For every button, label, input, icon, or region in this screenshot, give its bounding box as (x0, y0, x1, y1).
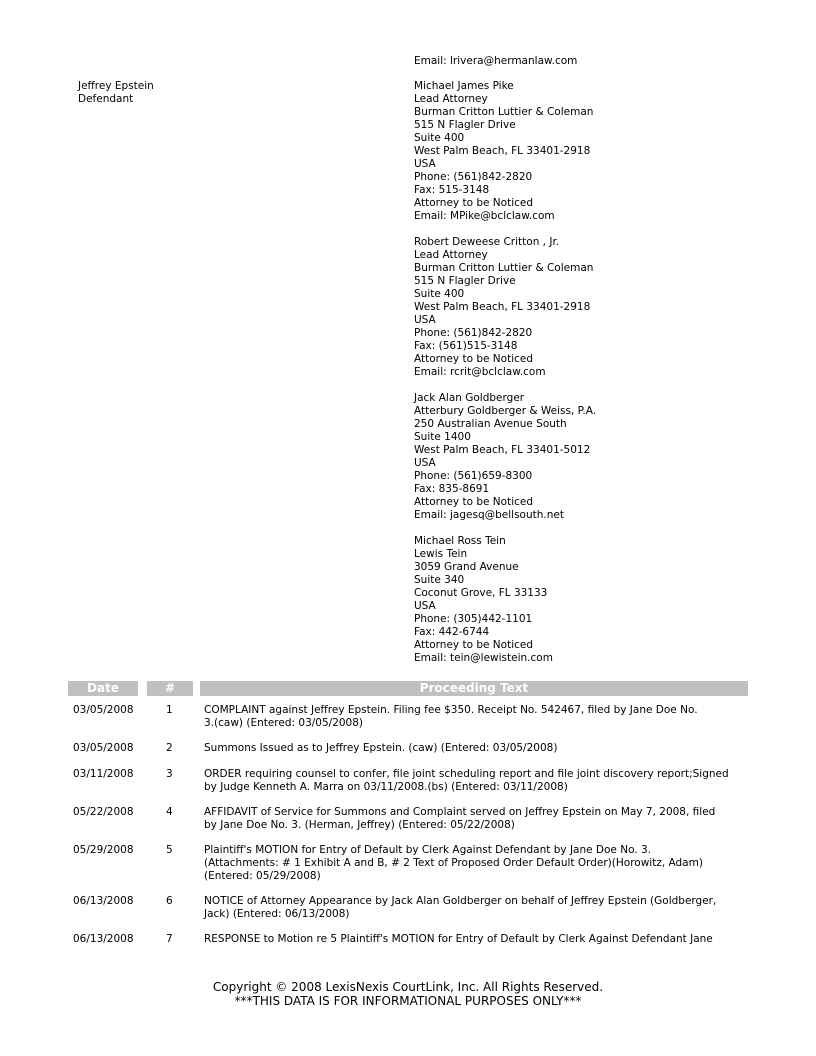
attorney-detail-line: Fax: (561)515-3148 (414, 340, 518, 352)
attorney-detail-line: Phone: (561)842-2820 (414, 327, 533, 339)
entry-proceeding-text (204, 844, 749, 883)
attorney-detail-line: USA (414, 158, 436, 170)
entry-number: 6 (166, 895, 173, 907)
entry-proceeding-text (204, 933, 749, 946)
attorney-detail-line: Jack Alan Goldberger (414, 392, 525, 404)
party-block (78, 80, 154, 106)
attorney-block (414, 535, 596, 665)
attorney-detail-line: 3059 Grand Avenue (414, 561, 519, 573)
entry-date: 06/13/2008 (73, 933, 134, 945)
entry-text-line: COMPLAINT against Jeffrey Epstein. Filing fee $350. Receipt No. 542467, filed by Jane Doe No. (204, 704, 698, 716)
attorney-detail-line: West Palm Beach, FL 33401-5012 (414, 444, 591, 456)
attorney-detail-line: 250 Australian Avenue South (414, 418, 567, 430)
attorney-detail-line: Email: tein@lewistein.com (414, 652, 553, 664)
attorney-detail-line: Suite 340 (414, 574, 465, 586)
entry-proceeding-text (204, 742, 749, 755)
header-proceeding-text: Proceeding Text (200, 681, 748, 696)
attorney-detail-line: Attorney to be Noticed (414, 353, 534, 365)
entry-text-line: (Attachments: # 1 Exhibit A and B, # 2 Text of Proposed Order Default Order)(Horowitz, Adam) (204, 857, 703, 869)
attorney-block (414, 392, 596, 522)
attorney-detail-line: Burman Critton Luttier & Coleman (414, 106, 594, 118)
entry-text-line: Plaintiff's MOTION for Entry of Default by Clerk Against Defendant by Jane Doe No. 3. (204, 844, 652, 856)
attorney-detail-line: West Palm Beach, FL 33401-2918 (414, 145, 591, 157)
attorney-detail-line: Burman Critton Luttier & Coleman (414, 262, 594, 274)
attorney-detail-line: Atterbury Goldberger & Weiss, P.A. (414, 405, 597, 417)
entry-proceeding-text (204, 704, 749, 730)
attorney-block (414, 80, 596, 223)
attorney-detail-line: Attorney to be Noticed (414, 496, 534, 508)
entry-text-line: by Jane Doe No. 3. (Herman, Jeffrey) (Entered: 05/22/2008) (204, 819, 515, 831)
entry-number: 2 (166, 742, 173, 754)
copyright-notice: Copyright © 2008 LexisNexis CourtLink, Inc. All Rights Reserved. (212, 980, 604, 994)
attorney-detail-line: Michael James Pike (414, 80, 514, 92)
entry-date: 05/29/2008 (73, 844, 134, 856)
entry-text-line: ORDER requiring counsel to confer, file joint scheduling report and file joint discovery report;Signed (204, 768, 729, 780)
entry-number: 3 (166, 768, 173, 780)
entry-number: 7 (166, 933, 173, 945)
entry-proceeding-text (204, 806, 749, 832)
attorney-detail-line: Suite 400 (414, 132, 465, 144)
entry-date: 03/05/2008 (73, 704, 134, 716)
attorney-detail-line: 515 N Flagler Drive (414, 119, 516, 131)
attorney-detail-line: USA (414, 600, 436, 612)
entry-text-line: by Judge Kenneth A. Marra on 03/11/2008.(bs) (Entered: 03/11/2008) (204, 781, 568, 793)
attorney-detail-line: USA (414, 457, 436, 469)
party-name: Jeffrey Epstein (78, 80, 154, 92)
attorney-detail-line: USA (414, 314, 436, 326)
attorney-detail-line: Email: rcrit@bclclaw.com (414, 366, 546, 378)
attorney-detail-line: Email: jagesq@bellsouth.net (414, 509, 564, 521)
attorney-detail-line: Attorney to be Noticed (414, 639, 534, 651)
attorney-detail-line: Fax: 442-6744 (414, 626, 490, 638)
attorney-detail-line: Suite 1400 (414, 431, 471, 443)
attorney-list (414, 80, 596, 678)
entry-text-line: AFFIDAVIT of Service for Summons and Complaint served on Jeffrey Epstein on May 7, 2008, filed (204, 806, 716, 818)
attorney-block (414, 236, 596, 379)
entry-number: 1 (166, 704, 173, 716)
attorney-detail-line: Lead Attorney (414, 249, 488, 261)
header-number: # (147, 681, 193, 696)
header-date: Date (68, 681, 138, 696)
entry-text-line: Jack) (Entered: 06/13/2008) (204, 908, 350, 920)
entry-text-line: (Entered: 05/29/2008) (204, 870, 321, 882)
entry-text-line: NOTICE of Attorney Appearance by Jack Alan Goldberger on behalf of Jeffrey Epstein (Goldberger, (204, 895, 717, 907)
entry-date: 03/11/2008 (73, 768, 134, 780)
attorney-detail-line: Phone: (561)842-2820 (414, 171, 533, 183)
entry-date: 06/13/2008 (73, 895, 134, 907)
attorney-detail-line: West Palm Beach, FL 33401-2918 (414, 301, 591, 313)
entry-text-line: RESPONSE to Motion re 5 Plaintiff's MOTION for Entry of Default by Clerk Against Defendant Jane (204, 933, 713, 945)
entry-number: 5 (166, 844, 173, 856)
entry-number: 4 (166, 806, 173, 818)
attorney-detail-line: Suite 400 (414, 288, 465, 300)
party-role: Defendant (78, 93, 134, 105)
entry-proceeding-text (204, 895, 749, 921)
attorney-detail-line: Email: MPike@bclclaw.com (414, 210, 555, 222)
attorney-detail-line: Robert Deweese Critton , Jr. (414, 236, 560, 248)
docket-table-header (68, 681, 748, 696)
attorney-detail-line: Fax: 515-3148 (414, 184, 490, 196)
attorney-detail-line: Lead Attorney (414, 93, 488, 105)
attorney-email-lrivera: Email: lrivera@hermanlaw.com (414, 55, 578, 67)
attorney-detail-line: Fax: 835-8691 (414, 483, 490, 495)
attorney-detail-line: Michael Ross Tein (414, 535, 506, 547)
entry-text-line: Summons Issued as to Jeffrey Epstein. (caw) (Entered: 03/05/2008) (204, 742, 558, 754)
attorney-detail-line: Lewis Tein (414, 548, 468, 560)
entry-text-line: 3.(caw) (Entered: 03/05/2008) (204, 717, 364, 729)
disclaimer-notice: ***THIS DATA IS FOR INFORMATIONAL PURPOSES ONLY*** (234, 994, 582, 1008)
page-footer (0, 980, 816, 1008)
attorney-detail-line: Phone: (561)659-8300 (414, 470, 533, 482)
entry-date: 05/22/2008 (73, 806, 134, 818)
attorney-detail-line: 515 N Flagler Drive (414, 275, 516, 287)
entry-date: 03/05/2008 (73, 742, 134, 754)
entry-proceeding-text (204, 768, 749, 794)
attorney-detail-line: Coconut Grove, FL 33133 (414, 587, 548, 599)
attorney-detail-line: Attorney to be Noticed (414, 197, 534, 209)
attorney-detail-line: Phone: (305)442-1101 (414, 613, 533, 625)
